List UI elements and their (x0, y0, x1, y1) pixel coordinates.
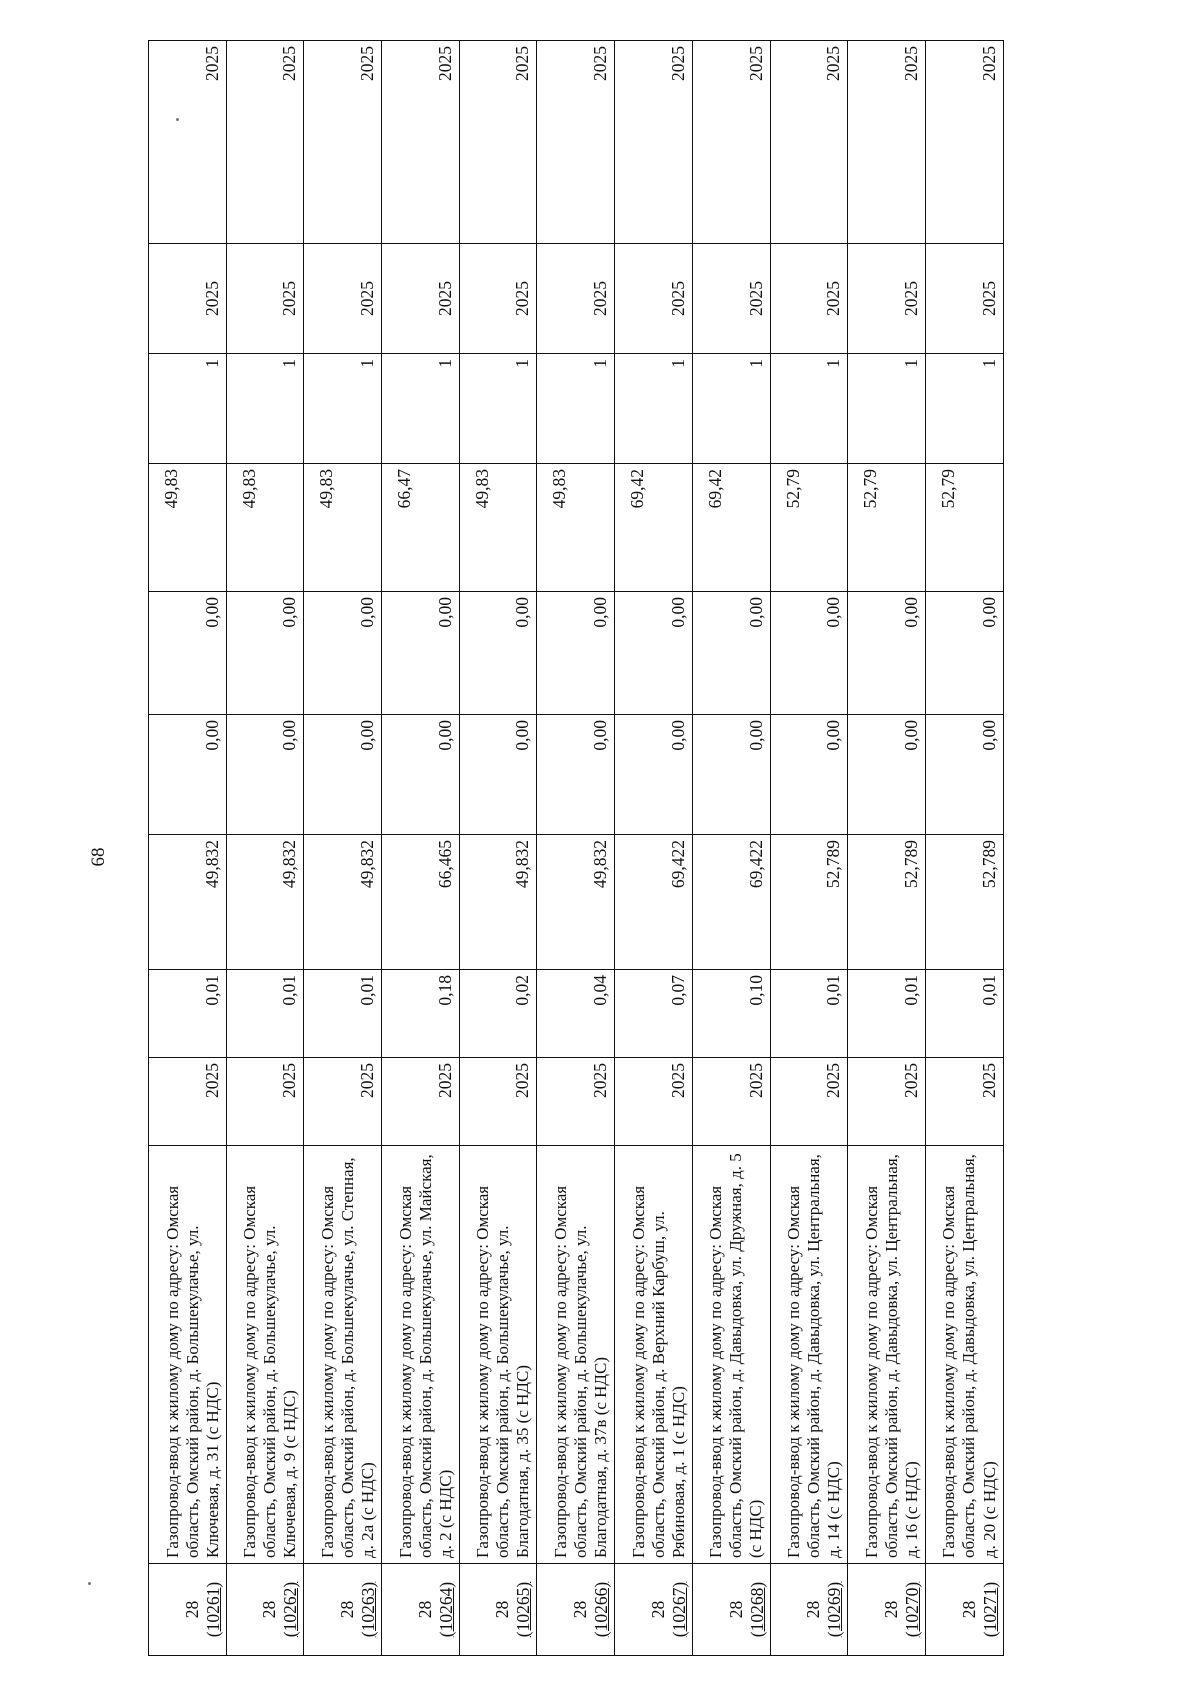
object-number-cell (615, 1564, 693, 1656)
length-km-cell (770, 970, 848, 1058)
start-year-text: 2025 (900, 1063, 921, 1098)
total-cost-cell (770, 835, 848, 970)
length-km-cell (537, 970, 615, 1058)
object-group-number: 28 (492, 1600, 513, 1619)
cost-value-b-cell (848, 592, 926, 715)
year-b-text: 2025 (590, 46, 611, 81)
total-cost-cell (459, 835, 537, 970)
page-number: 68 (88, 847, 109, 867)
cost-value-c-cell (615, 464, 693, 592)
object-group-number: 28 (259, 1600, 280, 1619)
object-number-cell (692, 1564, 770, 1656)
quantity-text: 1 (667, 359, 688, 368)
object-code: (10264) (435, 1581, 456, 1638)
cost-value-c-text: 49,83 (316, 469, 337, 509)
quantity-text: 1 (823, 359, 844, 368)
quantity-text: 1 (201, 359, 222, 368)
quantity-cell (692, 354, 770, 464)
cost-value-c-cell (692, 464, 770, 592)
table-row (770, 41, 848, 1656)
year-a-text: 2025 (279, 281, 300, 316)
object-number-cell (304, 1564, 382, 1656)
cost-value-c-cell (149, 464, 227, 592)
length-km-text: 0,01 (978, 975, 999, 1006)
cost-value-b-cell (770, 592, 848, 715)
quantity-text: 1 (978, 359, 999, 368)
total-cost-cell (226, 835, 304, 970)
object-name-text: Газопровод-ввод к жилому дому по адресу: Омская область, Омский район, д. Большекулачье, ул. Благодатная, д. 35 (с НДС) (473, 1185, 533, 1558)
cost-value-c-text: 66,47 (394, 469, 415, 509)
object-name-text: Газопровод-ввод к жилому дому по адресу: Омская область, Омский район, д. Большекулачье, ул. Благодатная, д. 37в (с НДС) (550, 1185, 611, 1558)
length-km-cell (382, 970, 460, 1058)
table-row (226, 41, 304, 1656)
object-name-cell (848, 1146, 926, 1564)
cost-value-b-text: 0,00 (357, 597, 378, 628)
quantity-cell (770, 354, 848, 464)
total-cost-text: 52,789 (978, 840, 999, 889)
start-year-cell (615, 1058, 693, 1146)
year-b-text: 2025 (978, 46, 999, 81)
cost-value-b-text: 0,00 (590, 597, 611, 628)
year-a-cell (925, 244, 1003, 354)
cost-value-b-text: 0,00 (823, 597, 844, 628)
start-year-text: 2025 (667, 1063, 688, 1098)
cost-value-a-cell (537, 715, 615, 835)
table-row (615, 41, 693, 1656)
start-year-cell (770, 1058, 848, 1146)
total-cost-text: 66,465 (434, 840, 455, 889)
year-a-text: 2025 (823, 281, 844, 316)
quantity-cell (226, 354, 304, 464)
start-year-text: 2025 (201, 1063, 222, 1098)
cost-value-c-text: 49,83 (238, 469, 259, 509)
year-a-text: 2025 (434, 281, 455, 316)
total-cost-text: 49,832 (201, 840, 222, 889)
cost-value-a-cell (382, 715, 460, 835)
year-b-cell (537, 41, 615, 244)
length-km-text: 0,18 (434, 975, 455, 1006)
year-b-cell (149, 41, 227, 244)
object-code: (10267) (668, 1581, 689, 1638)
object-name-text: Газопровод-ввод к жилому дому по адресу: Омская область, Омский район, д. Давыдовка, ул. Дружная, д. 5 (с НДС) (706, 1153, 766, 1558)
length-km-cell (615, 970, 693, 1058)
object-name-cell (382, 1146, 460, 1564)
cost-value-a-cell (459, 715, 537, 835)
quantity-text: 1 (590, 359, 611, 368)
cost-value-c-cell (925, 464, 1003, 592)
cost-value-b-text: 0,00 (978, 597, 999, 628)
cost-value-c-cell (226, 464, 304, 592)
length-km-cell (848, 970, 926, 1058)
cost-value-b-cell (304, 592, 382, 715)
object-code: (10270) (901, 1581, 922, 1638)
object-name-cell (149, 1146, 227, 1564)
scan-speck (88, 1582, 91, 1585)
year-a-text: 2025 (357, 281, 378, 316)
cost-value-c-text: 69,42 (627, 469, 648, 509)
start-year-cell (459, 1058, 537, 1146)
investment-program-table (148, 40, 1004, 1656)
start-year-cell (692, 1058, 770, 1146)
object-number-cell (382, 1564, 460, 1656)
cost-value-c-text: 49,83 (471, 469, 492, 509)
object-code: (10269) (824, 1581, 845, 1638)
object-group-number: 28 (570, 1600, 591, 1619)
quantity-cell (382, 354, 460, 464)
total-cost-text: 69,422 (667, 840, 688, 889)
year-a-text: 2025 (201, 281, 222, 316)
quantity-cell (459, 354, 537, 464)
cost-value-b-text: 0,00 (434, 597, 455, 628)
object-code: (10263) (358, 1581, 379, 1638)
cost-value-b-cell (925, 592, 1003, 715)
cost-value-b-cell (226, 592, 304, 715)
length-km-cell (226, 970, 304, 1058)
quantity-text: 1 (900, 359, 921, 368)
length-km-text: 0,01 (357, 975, 378, 1006)
object-name-text: Газопровод-ввод к жилому дому по адресу: Омская область, Омский район, д. Большекулачье, ул. Степная, д. 2а (с НДС) (317, 1157, 378, 1558)
year-a-cell (459, 244, 537, 354)
object-group-number: 28 (647, 1600, 668, 1619)
year-b-cell (615, 41, 693, 244)
quantity-text: 1 (434, 359, 455, 368)
object-code: (10261) (202, 1581, 223, 1638)
cost-value-c-text: 52,79 (860, 469, 881, 509)
year-b-text: 2025 (667, 46, 688, 81)
table-row (692, 41, 770, 1656)
object-group-number: 28 (181, 1600, 202, 1619)
cost-value-c-cell (537, 464, 615, 592)
cost-value-b-text: 0,00 (745, 597, 766, 628)
table-row (537, 41, 615, 1656)
object-name-text: Газопровод-ввод к жилому дому по адресу: Омская область, Омский район, д. Большекулачье, ул. Ключевая, д. 9 (с НДС) (240, 1185, 300, 1558)
total-cost-cell (537, 835, 615, 970)
total-cost-text: 49,832 (512, 840, 533, 889)
length-km-cell (149, 970, 227, 1058)
cost-value-b-cell (459, 592, 537, 715)
start-year-text: 2025 (745, 1063, 766, 1098)
start-year-text: 2025 (823, 1063, 844, 1098)
year-b-cell (848, 41, 926, 244)
year-a-text: 2025 (978, 281, 999, 316)
cost-value-c-text: 52,79 (782, 469, 803, 509)
cost-value-b-text: 0,00 (512, 597, 533, 628)
cost-value-b-text: 0,00 (667, 597, 688, 628)
cost-value-a-cell (925, 715, 1003, 835)
length-km-text: 0,10 (745, 975, 766, 1006)
total-cost-cell (304, 835, 382, 970)
start-year-text: 2025 (279, 1063, 300, 1098)
object-code: (10265) (513, 1581, 534, 1638)
year-b-cell (770, 41, 848, 244)
cost-value-a-cell (770, 715, 848, 835)
start-year-cell (304, 1058, 382, 1146)
start-year-cell (226, 1058, 304, 1146)
cost-value-a-cell (149, 715, 227, 835)
cost-value-a-text: 0,00 (434, 720, 455, 751)
length-km-text: 0,01 (279, 975, 300, 1006)
total-cost-cell (925, 835, 1003, 970)
cost-value-b-cell (382, 592, 460, 715)
year-a-text: 2025 (512, 281, 533, 316)
year-a-cell (226, 244, 304, 354)
start-year-text: 2025 (590, 1063, 611, 1098)
object-code: (10268) (746, 1581, 767, 1638)
year-b-text: 2025 (823, 46, 844, 81)
cost-value-a-cell (304, 715, 382, 835)
quantity-text: 1 (745, 359, 766, 368)
object-name-cell (925, 1146, 1003, 1564)
quantity-cell (615, 354, 693, 464)
year-b-cell (226, 41, 304, 244)
quantity-text: 1 (357, 359, 378, 368)
cost-value-a-text: 0,00 (357, 720, 378, 751)
length-km-text: 0,07 (667, 975, 688, 1006)
year-a-cell (848, 244, 926, 354)
length-km-cell (304, 970, 382, 1058)
year-a-cell (149, 244, 227, 354)
cost-value-c-text: 52,79 (937, 469, 958, 509)
object-group-number: 28 (880, 1600, 901, 1619)
total-cost-text: 49,832 (590, 840, 611, 889)
object-name-cell (537, 1146, 615, 1564)
object-name-text: Газопровод-ввод к жилому дому по адресу: Омская область, Омский район, д. Большекулачье, ул. Ключевая, д. 31 (с НДС) (162, 1185, 222, 1558)
total-cost-cell (382, 835, 460, 970)
object-name-text: Газопровод-ввод к жилому дому по адресу: Омская область, Омский район, д. Давыдовка, ул. Центральная, д. 16 (с НДС) (861, 1154, 921, 1558)
year-b-text: 2025 (512, 46, 533, 81)
cost-value-a-text: 0,00 (978, 720, 999, 751)
cost-value-b-cell (149, 592, 227, 715)
total-cost-text: 49,832 (357, 840, 378, 889)
object-number-cell (770, 1564, 848, 1656)
year-b-text: 2025 (357, 46, 378, 81)
cost-value-b-cell (615, 592, 693, 715)
year-a-cell (615, 244, 693, 354)
total-cost-cell (149, 835, 227, 970)
start-year-text: 2025 (357, 1063, 378, 1098)
length-km-text: 0,01 (900, 975, 921, 1006)
cost-value-b-text: 0,00 (900, 597, 921, 628)
quantity-text: 1 (279, 359, 300, 368)
table-row (149, 41, 227, 1656)
year-b-text: 2025 (201, 46, 222, 81)
year-b-text: 2025 (745, 46, 766, 81)
start-year-text: 2025 (512, 1063, 533, 1098)
object-group-number: 28 (958, 1600, 979, 1619)
length-km-text: 0,01 (823, 975, 844, 1006)
year-b-text: 2025 (434, 46, 455, 81)
object-group-number: 28 (337, 1600, 358, 1619)
cost-value-a-text: 0,00 (279, 720, 300, 751)
year-a-cell (304, 244, 382, 354)
object-name-cell (304, 1146, 382, 1564)
quantity-cell (304, 354, 382, 464)
object-name-cell (692, 1146, 770, 1564)
year-a-text: 2025 (590, 281, 611, 316)
table-row (925, 41, 1003, 1656)
cost-value-c-cell (382, 464, 460, 592)
year-a-text: 2025 (900, 281, 921, 316)
object-name-text: Газопровод-ввод к жилому дому по адресу: Омская область, Омский район, д. Верхний Карбуш, ул. Рябиновая, д. 1 (с НДС) (628, 1185, 688, 1558)
total-cost-text: 49,832 (279, 840, 300, 889)
cost-value-b-cell (692, 592, 770, 715)
cost-value-a-cell (226, 715, 304, 835)
cost-value-a-cell (615, 715, 693, 835)
cost-value-b-text: 0,00 (201, 597, 222, 628)
total-cost-cell (848, 835, 926, 970)
total-cost-text: 52,789 (823, 840, 844, 889)
cost-value-c-cell (459, 464, 537, 592)
object-name-text: Газопровод-ввод к жилому дому по адресу: Омская область, Омский район, д. Давыдовка, ул. Центральная, д. 20 (с НДС) (939, 1154, 999, 1558)
object-group-number: 28 (803, 1600, 824, 1619)
cost-value-c-text: 69,42 (704, 469, 725, 509)
year-a-cell (382, 244, 460, 354)
table-row (459, 41, 537, 1656)
cost-value-a-text: 0,00 (900, 720, 921, 751)
start-year-cell (149, 1058, 227, 1146)
cost-value-a-text: 0,00 (667, 720, 688, 751)
length-km-text: 0,04 (590, 975, 611, 1006)
length-km-cell (925, 970, 1003, 1058)
object-name-text: Газопровод-ввод к жилому дому по адресу: Омская область, Омский район, д. Давыдовка, ул. Центральная, д. 14 (с НДС) (784, 1154, 844, 1558)
total-cost-text: 52,789 (900, 840, 921, 889)
year-b-cell (925, 41, 1003, 244)
start-year-cell (382, 1058, 460, 1146)
year-a-cell (692, 244, 770, 354)
cost-value-a-text: 0,00 (590, 720, 611, 751)
cost-value-b-cell (537, 592, 615, 715)
quantity-cell (149, 354, 227, 464)
year-a-text: 2025 (667, 281, 688, 316)
table-row (304, 41, 382, 1656)
cost-value-b-text: 0,00 (279, 597, 300, 628)
length-km-cell (459, 970, 537, 1058)
year-a-cell (537, 244, 615, 354)
cost-value-c-cell (770, 464, 848, 592)
cost-value-c-cell (848, 464, 926, 592)
total-cost-text: 69,422 (745, 840, 766, 889)
total-cost-cell (615, 835, 693, 970)
year-b-cell (382, 41, 460, 244)
start-year-cell (925, 1058, 1003, 1146)
object-number-cell (459, 1564, 537, 1656)
year-b-cell (304, 41, 382, 244)
length-km-text: 0,01 (201, 975, 222, 1006)
cost-value-a-text: 0,00 (823, 720, 844, 751)
quantity-cell (925, 354, 1003, 464)
year-a-text: 2025 (745, 281, 766, 316)
object-name-cell (459, 1146, 537, 1564)
cost-value-a-cell (848, 715, 926, 835)
object-name-cell (770, 1146, 848, 1564)
object-name-cell (615, 1146, 693, 1564)
object-group-number: 28 (414, 1600, 435, 1619)
start-year-text: 2025 (434, 1063, 455, 1098)
start-year-cell (848, 1058, 926, 1146)
object-code: (10271) (979, 1581, 1000, 1638)
object-number-cell (848, 1564, 926, 1656)
object-number-cell (149, 1564, 227, 1656)
quantity-cell (537, 354, 615, 464)
year-b-text: 2025 (279, 46, 300, 81)
object-number-cell (537, 1564, 615, 1656)
total-cost-cell (692, 835, 770, 970)
object-code: (10262) (280, 1581, 301, 1638)
year-b-cell (459, 41, 537, 244)
year-b-cell (692, 41, 770, 244)
quantity-cell (848, 354, 926, 464)
start-year-text: 2025 (978, 1063, 999, 1098)
cost-value-c-text: 49,83 (161, 469, 181, 509)
object-number-cell (925, 1564, 1003, 1656)
length-km-text: 0,02 (512, 975, 533, 1006)
quantity-text: 1 (512, 359, 533, 368)
object-group-number: 28 (725, 1600, 746, 1619)
table-row (382, 41, 460, 1656)
cost-value-a-cell (692, 715, 770, 835)
object-name-cell (226, 1146, 304, 1564)
cost-value-c-cell (304, 464, 382, 592)
table-row (848, 41, 926, 1656)
object-number-cell (226, 1564, 304, 1656)
year-b-text: 2025 (900, 46, 921, 81)
cost-value-a-text: 0,00 (512, 720, 533, 751)
object-name-text: Газопровод-ввод к жилому дому по адресу: Омская область, Омский район, д. Большекулачье, ул. Майская, д. 2 (с НДС) (395, 1154, 455, 1558)
length-km-cell (692, 970, 770, 1058)
object-code: (10266) (591, 1581, 612, 1638)
cost-value-a-text: 0,00 (745, 720, 766, 751)
year-a-cell (770, 244, 848, 354)
cost-value-a-text: 0,00 (201, 720, 222, 751)
cost-value-c-text: 49,83 (549, 469, 570, 509)
start-year-cell (537, 1058, 615, 1146)
